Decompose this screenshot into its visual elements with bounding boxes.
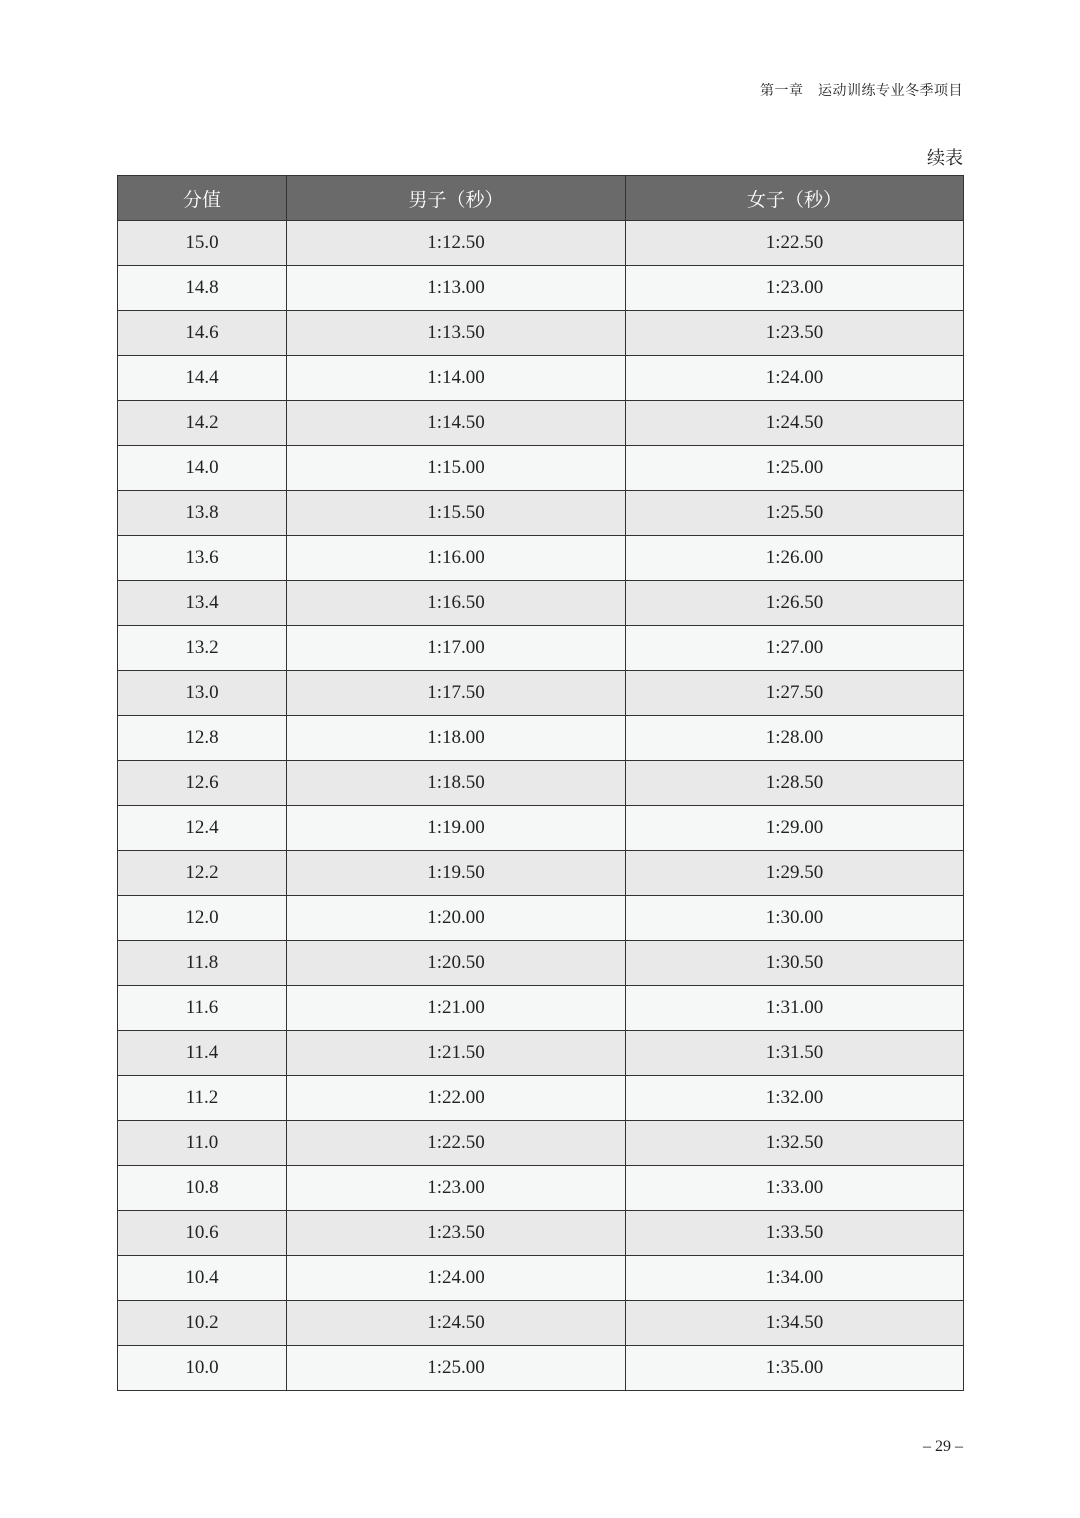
male-time-cell: 1:16.00 xyxy=(287,536,626,581)
male-time-cell: 1:21.50 xyxy=(287,1031,626,1076)
column-header-score: 分值 xyxy=(118,176,287,221)
score-cell: 12.0 xyxy=(118,896,287,941)
male-time-cell: 1:18.50 xyxy=(287,761,626,806)
table-header xyxy=(118,176,964,221)
female-time-cell: 1:28.00 xyxy=(626,716,964,761)
header-row xyxy=(118,176,964,221)
female-time-cell: 1:31.50 xyxy=(626,1031,964,1076)
table-row xyxy=(118,1121,964,1166)
female-time-cell: 1:29.50 xyxy=(626,851,964,896)
table-body xyxy=(118,221,964,1391)
female-time-cell: 1:30.50 xyxy=(626,941,964,986)
score-cell: 10.2 xyxy=(118,1301,287,1346)
table-caption: 续表 xyxy=(927,148,963,169)
score-cell: 10.0 xyxy=(118,1346,287,1391)
female-time-cell: 1:33.50 xyxy=(626,1211,964,1256)
score-cell: 10.8 xyxy=(118,1166,287,1211)
score-cell: 11.8 xyxy=(118,941,287,986)
score-cell: 13.6 xyxy=(118,536,287,581)
score-cell: 11.0 xyxy=(118,1121,287,1166)
male-time-cell: 1:13.50 xyxy=(287,311,626,356)
table-row xyxy=(118,311,964,356)
table-row xyxy=(118,356,964,401)
table-row xyxy=(118,491,964,536)
female-time-cell: 1:26.50 xyxy=(626,581,964,626)
score-cell: 14.2 xyxy=(118,401,287,446)
table-row xyxy=(118,761,964,806)
table-row xyxy=(118,1211,964,1256)
score-cell: 13.4 xyxy=(118,581,287,626)
score-cell: 11.2 xyxy=(118,1076,287,1121)
male-time-cell: 1:15.00 xyxy=(287,446,626,491)
female-time-cell: 1:28.50 xyxy=(626,761,964,806)
male-time-cell: 1:17.50 xyxy=(287,671,626,716)
table-row xyxy=(118,1346,964,1391)
male-time-cell: 1:22.50 xyxy=(287,1121,626,1166)
table-row xyxy=(118,671,964,716)
female-time-cell: 1:32.50 xyxy=(626,1121,964,1166)
female-time-cell: 1:22.50 xyxy=(626,221,964,266)
table-row xyxy=(118,581,964,626)
female-time-cell: 1:24.50 xyxy=(626,401,964,446)
male-time-cell: 1:24.00 xyxy=(287,1256,626,1301)
score-cell: 13.8 xyxy=(118,491,287,536)
score-cell: 10.4 xyxy=(118,1256,287,1301)
score-cell: 12.2 xyxy=(118,851,287,896)
score-cell: 13.2 xyxy=(118,626,287,671)
female-time-cell: 1:23.50 xyxy=(626,311,964,356)
female-time-cell: 1:25.50 xyxy=(626,491,964,536)
score-cell: 11.6 xyxy=(118,986,287,1031)
male-time-cell: 1:14.50 xyxy=(287,401,626,446)
table-row xyxy=(118,1256,964,1301)
table-row xyxy=(118,716,964,761)
male-time-cell: 1:13.00 xyxy=(287,266,626,311)
male-time-cell: 1:23.00 xyxy=(287,1166,626,1211)
male-time-cell: 1:18.00 xyxy=(287,716,626,761)
table-row xyxy=(118,266,964,311)
table-row xyxy=(118,1031,964,1076)
male-time-cell: 1:19.50 xyxy=(287,851,626,896)
table-row xyxy=(118,941,964,986)
female-time-cell: 1:27.00 xyxy=(626,626,964,671)
female-time-cell: 1:30.00 xyxy=(626,896,964,941)
table-row xyxy=(118,806,964,851)
table-row xyxy=(118,626,964,671)
score-cell: 11.4 xyxy=(118,1031,287,1076)
score-table xyxy=(117,175,964,1391)
male-time-cell: 1:25.00 xyxy=(287,1346,626,1391)
female-time-cell: 1:23.00 xyxy=(626,266,964,311)
table-row xyxy=(118,446,964,491)
female-time-cell: 1:32.00 xyxy=(626,1076,964,1121)
table-row xyxy=(118,1076,964,1121)
score-cell: 14.4 xyxy=(118,356,287,401)
score-cell: 14.6 xyxy=(118,311,287,356)
score-cell: 12.6 xyxy=(118,761,287,806)
male-time-cell: 1:19.00 xyxy=(287,806,626,851)
score-cell: 15.0 xyxy=(118,221,287,266)
score-cell: 12.4 xyxy=(118,806,287,851)
female-time-cell: 1:27.50 xyxy=(626,671,964,716)
male-time-cell: 1:23.50 xyxy=(287,1211,626,1256)
table-row xyxy=(118,401,964,446)
table-row xyxy=(118,851,964,896)
score-cell: 12.8 xyxy=(118,716,287,761)
male-time-cell: 1:16.50 xyxy=(287,581,626,626)
male-time-cell: 1:24.50 xyxy=(287,1301,626,1346)
female-time-cell: 1:34.50 xyxy=(626,1301,964,1346)
female-time-cell: 1:35.00 xyxy=(626,1346,964,1391)
male-time-cell: 1:21.00 xyxy=(287,986,626,1031)
male-time-cell: 1:20.00 xyxy=(287,896,626,941)
male-time-cell: 1:12.50 xyxy=(287,221,626,266)
score-cell: 10.6 xyxy=(118,1211,287,1256)
column-header-male: 男子（秒） xyxy=(287,176,626,221)
female-time-cell: 1:24.00 xyxy=(626,356,964,401)
male-time-cell: 1:15.50 xyxy=(287,491,626,536)
male-time-cell: 1:17.00 xyxy=(287,626,626,671)
table-row xyxy=(118,221,964,266)
male-time-cell: 1:20.50 xyxy=(287,941,626,986)
score-cell: 14.8 xyxy=(118,266,287,311)
female-time-cell: 1:26.00 xyxy=(626,536,964,581)
score-cell: 13.0 xyxy=(118,671,287,716)
female-time-cell: 1:25.00 xyxy=(626,446,964,491)
table-row xyxy=(118,1166,964,1211)
page-number: – 29 – xyxy=(923,1438,963,1455)
table-row xyxy=(118,1301,964,1346)
table-row xyxy=(118,536,964,581)
running-header: 第一章 运动训练专业冬季项目 xyxy=(760,83,963,99)
score-cell: 14.0 xyxy=(118,446,287,491)
male-time-cell: 1:14.00 xyxy=(287,356,626,401)
table-row xyxy=(118,896,964,941)
male-time-cell: 1:22.00 xyxy=(287,1076,626,1121)
female-time-cell: 1:34.00 xyxy=(626,1256,964,1301)
female-time-cell: 1:31.00 xyxy=(626,986,964,1031)
female-time-cell: 1:33.00 xyxy=(626,1166,964,1211)
column-header-female: 女子（秒） xyxy=(626,176,964,221)
female-time-cell: 1:29.00 xyxy=(626,806,964,851)
table-row xyxy=(118,986,964,1031)
